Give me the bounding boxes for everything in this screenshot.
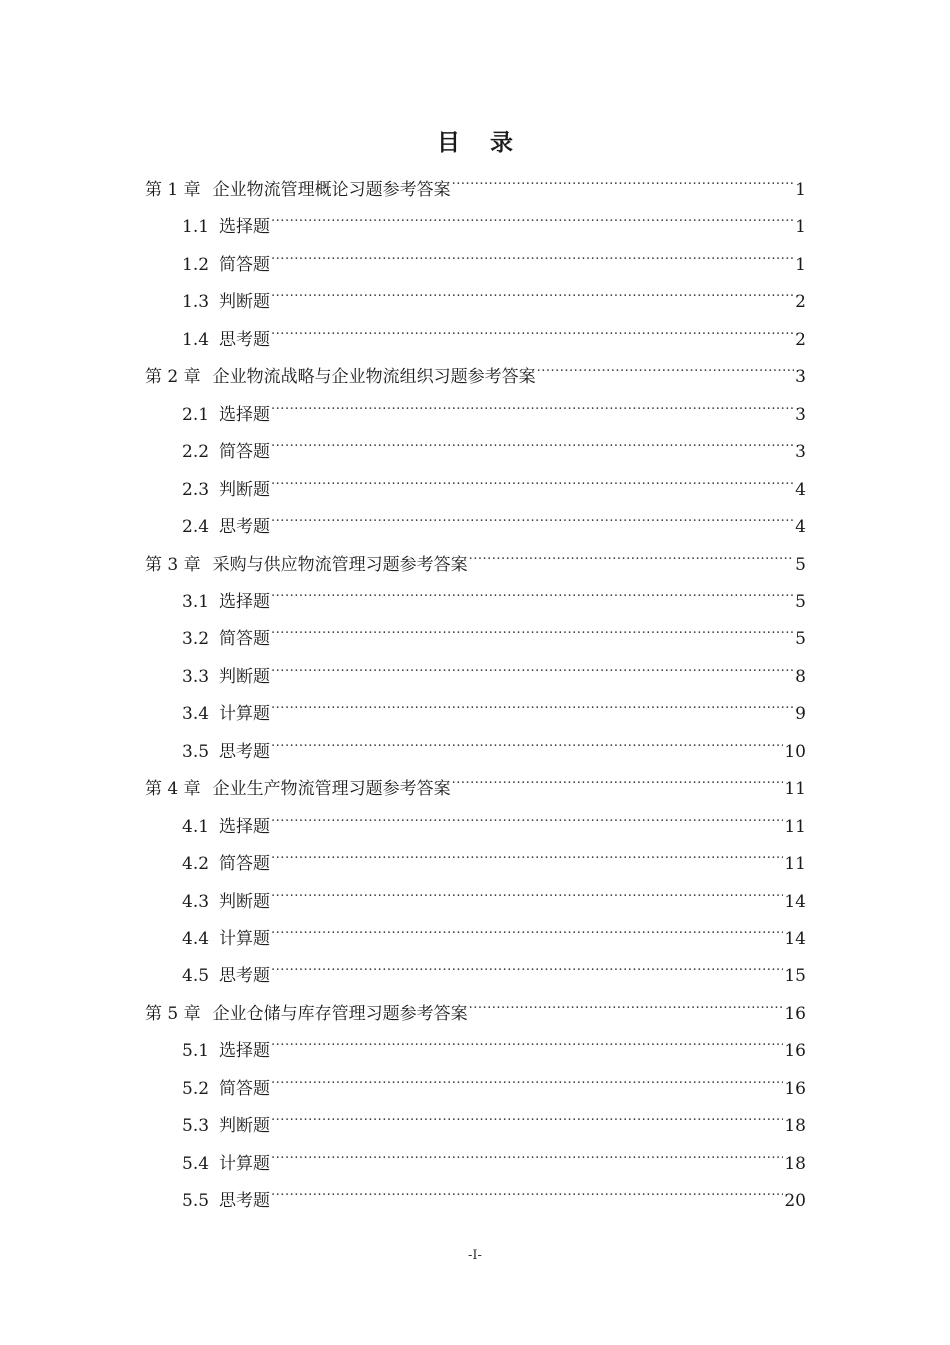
toc-entry-title: 选择题 <box>219 591 271 612</box>
toc-entry-page-number: 11 <box>784 779 806 800</box>
toc-entry-number: 3.1 <box>182 591 210 612</box>
toc-entry-number: 5.1 <box>182 1041 210 1062</box>
toc-entry-page-number: 5 <box>795 554 806 575</box>
toc-entry-number: 4.4 <box>182 929 210 949</box>
toc-entry-title: 思考题 <box>219 1191 271 1212</box>
toc-entry-title: 简答题 <box>219 854 271 875</box>
toc-section-entry[interactable] <box>182 802 806 837</box>
dot-leader <box>271 1139 783 1169</box>
toc-chapter-entry[interactable] <box>145 540 806 575</box>
toc-entry-page-number: 3 <box>795 404 806 425</box>
dot-leader <box>271 502 794 532</box>
toc-entry-page-number: 2 <box>795 329 806 350</box>
toc-entry-number: 第 2 章 <box>145 367 201 388</box>
toc-entry-number: 3.3 <box>182 666 210 687</box>
toc-section-entry[interactable] <box>182 1139 806 1174</box>
dot-leader <box>271 689 794 719</box>
toc-entry-title: 判断题 <box>219 292 271 313</box>
toc-section-entry[interactable] <box>182 1026 806 1062</box>
toc-section-entry[interactable] <box>182 390 806 425</box>
toc-entry-number: 3.5 <box>182 741 210 762</box>
toc-section-entry[interactable] <box>182 1176 806 1212</box>
toc-entry-title: 企业仓储与库存管理习题参考答案 <box>212 1003 468 1024</box>
toc-entry-page-number: 10 <box>784 741 806 762</box>
toc-entry-number: 5.2 <box>182 1078 210 1099</box>
toc-entry-title: 选择题 <box>219 816 271 837</box>
dot-leader <box>271 652 794 682</box>
toc-entry-number: 4.3 <box>182 891 210 912</box>
toc-entry-title: 选择题 <box>219 217 271 238</box>
toc-entry-title: 计算题 <box>219 929 271 949</box>
toc-entry-number: 5.5 <box>182 1191 210 1212</box>
toc-entry-page-number: 9 <box>795 704 806 725</box>
toc-section-entry[interactable] <box>182 277 806 313</box>
toc-entry-title: 思考题 <box>219 741 271 762</box>
toc-entry-number: 第 3 章 <box>145 554 201 575</box>
toc-entry-number: 4.2 <box>182 854 210 875</box>
toc-chapter-entry[interactable] <box>145 989 806 1024</box>
toc-entry-title: 判断题 <box>219 891 271 912</box>
toc-entry-title: 简答题 <box>219 1078 271 1099</box>
toc-section-entry[interactable] <box>182 689 806 725</box>
toc-entry-number: 4.5 <box>182 966 210 987</box>
toc-section-entry[interactable] <box>182 951 806 987</box>
toc-entry-page-number: 14 <box>784 929 806 949</box>
dot-leader <box>271 1026 783 1056</box>
toc-section-entry[interactable] <box>182 652 806 687</box>
toc-entry-title: 计算题 <box>219 704 271 725</box>
toc-entry-title: 判断题 <box>219 1116 271 1137</box>
page-footer-number: -I- <box>468 1248 482 1263</box>
toc-entry-page-number: 1 <box>795 254 806 275</box>
toc-section-entry[interactable] <box>182 465 806 500</box>
toc-entry-page-number: 16 <box>784 1078 806 1099</box>
toc-section-entry[interactable] <box>182 315 806 350</box>
toc-entry-page-number: 16 <box>784 1041 806 1062</box>
dot-leader <box>271 240 794 270</box>
toc-section-entry[interactable] <box>182 1101 806 1137</box>
toc-entry-page-number: 14 <box>784 891 806 912</box>
dot-leader <box>271 465 794 495</box>
dot-leader <box>271 951 783 981</box>
toc-entry-title: 思考题 <box>219 329 271 350</box>
toc-entry-title: 简答题 <box>219 254 271 275</box>
dot-leader <box>271 877 783 907</box>
toc-entry-page-number: 3 <box>795 367 806 388</box>
toc-entry-number: 1.4 <box>182 329 210 350</box>
toc-entry-page-number: 18 <box>784 1116 806 1137</box>
toc-entry-title: 选择题 <box>219 404 271 425</box>
toc-entry-title: 判断题 <box>219 479 271 500</box>
dot-leader <box>271 1176 783 1206</box>
toc-entry-page-number: 18 <box>784 1153 806 1174</box>
toc-entry-page-number: 16 <box>784 1003 806 1024</box>
toc-entry-title: 计算题 <box>219 1153 271 1174</box>
toc-section-entry[interactable] <box>182 1064 806 1099</box>
dot-leader <box>271 914 783 944</box>
toc-entry-page-number: 1 <box>795 217 806 238</box>
toc-entry-number: 3.2 <box>182 629 210 650</box>
toc-entry-page-number: 2 <box>795 292 806 313</box>
dot-leader <box>271 727 783 757</box>
toc-section-entry[interactable] <box>182 877 806 912</box>
toc-entry-title: 企业生产物流管理习题参考答案 <box>212 779 451 800</box>
dot-leader <box>271 427 794 457</box>
dot-leader <box>469 989 784 1019</box>
toc-entry-page-number: 1 <box>795 180 806 200</box>
toc-chapter-entry[interactable] <box>145 764 806 800</box>
toc-entry-number: 2.2 <box>182 442 210 463</box>
page-title <box>0 124 950 157</box>
toc-entry-number: 2.1 <box>182 404 210 425</box>
toc-entry-page-number: 3 <box>795 442 806 463</box>
toc-entry-page-number: 8 <box>795 666 806 687</box>
toc-section-entry[interactable] <box>182 502 806 538</box>
dot-leader <box>271 802 783 832</box>
page-title-char-1: 目 <box>437 130 460 156</box>
toc-section-entry[interactable] <box>182 240 806 275</box>
toc-entry-number: 1.2 <box>182 254 210 275</box>
toc-entry-title: 选择题 <box>219 1041 271 1062</box>
toc-entry-number: 1.3 <box>182 292 210 313</box>
dot-leader <box>469 540 795 570</box>
dot-leader <box>271 390 794 420</box>
toc-section-entry[interactable] <box>182 202 806 238</box>
toc-entry-page-number: 15 <box>784 966 806 987</box>
dot-leader <box>271 1101 783 1131</box>
toc-entry-page-number: 5 <box>795 629 806 650</box>
toc-entry-number: 4.1 <box>182 816 210 837</box>
toc-section-entry[interactable] <box>182 727 806 762</box>
toc-entry-number: 第 4 章 <box>145 779 201 800</box>
dot-leader <box>271 839 783 869</box>
toc-entry-title: 采购与供应物流管理习题参考答案 <box>212 554 468 575</box>
toc-section-entry[interactable] <box>182 614 806 650</box>
toc-section-entry[interactable] <box>182 427 806 463</box>
toc-entry-number: 2.4 <box>182 517 210 538</box>
toc-entry-title: 企业物流战略与企业物流组织习题参考答案 <box>212 367 536 388</box>
toc-entry-number: 第 5 章 <box>145 1003 201 1024</box>
toc-entry-number: 5.4 <box>182 1153 210 1174</box>
toc-entry-number: 2.3 <box>182 479 210 500</box>
toc-entry-title: 简答题 <box>219 442 271 463</box>
toc-entry-title: 思考题 <box>219 517 271 538</box>
dot-leader <box>452 165 795 195</box>
dot-leader <box>271 577 794 607</box>
toc-entry-title: 企业物流管理概论习题参考答案 <box>212 180 451 200</box>
toc-entry-title: 思考题 <box>219 966 271 987</box>
dot-leader <box>271 202 794 232</box>
toc-entry-number: 3.4 <box>182 704 210 725</box>
dot-leader <box>452 764 784 794</box>
toc-section-entry[interactable] <box>182 577 806 612</box>
toc-entry-page-number: 20 <box>784 1191 806 1212</box>
toc-chapter-entry[interactable] <box>145 165 806 200</box>
toc-entry-page-number: 5 <box>795 591 806 612</box>
toc-entry-page-number: 11 <box>784 816 806 837</box>
toc-entry-number: 1.1 <box>182 217 210 238</box>
dot-leader <box>537 352 795 382</box>
toc-entry-number: 第 1 章 <box>145 180 201 200</box>
dot-leader <box>271 277 794 307</box>
page-title-char-2: 录 <box>490 130 513 156</box>
dot-leader <box>271 614 794 644</box>
toc-chapter-entry[interactable] <box>145 352 806 388</box>
dot-leader <box>271 1064 783 1094</box>
toc-entry-title: 简答题 <box>219 629 271 650</box>
dot-leader <box>271 315 794 345</box>
toc-entry-number: 5.3 <box>182 1116 210 1137</box>
toc-entry-page-number: 4 <box>795 479 806 500</box>
toc-entry-page-number: 11 <box>784 854 806 875</box>
toc-section-entry[interactable] <box>182 914 806 949</box>
toc-entry-title: 判断题 <box>219 666 271 687</box>
toc-section-entry[interactable] <box>182 839 806 875</box>
toc-entry-page-number: 4 <box>795 517 806 538</box>
